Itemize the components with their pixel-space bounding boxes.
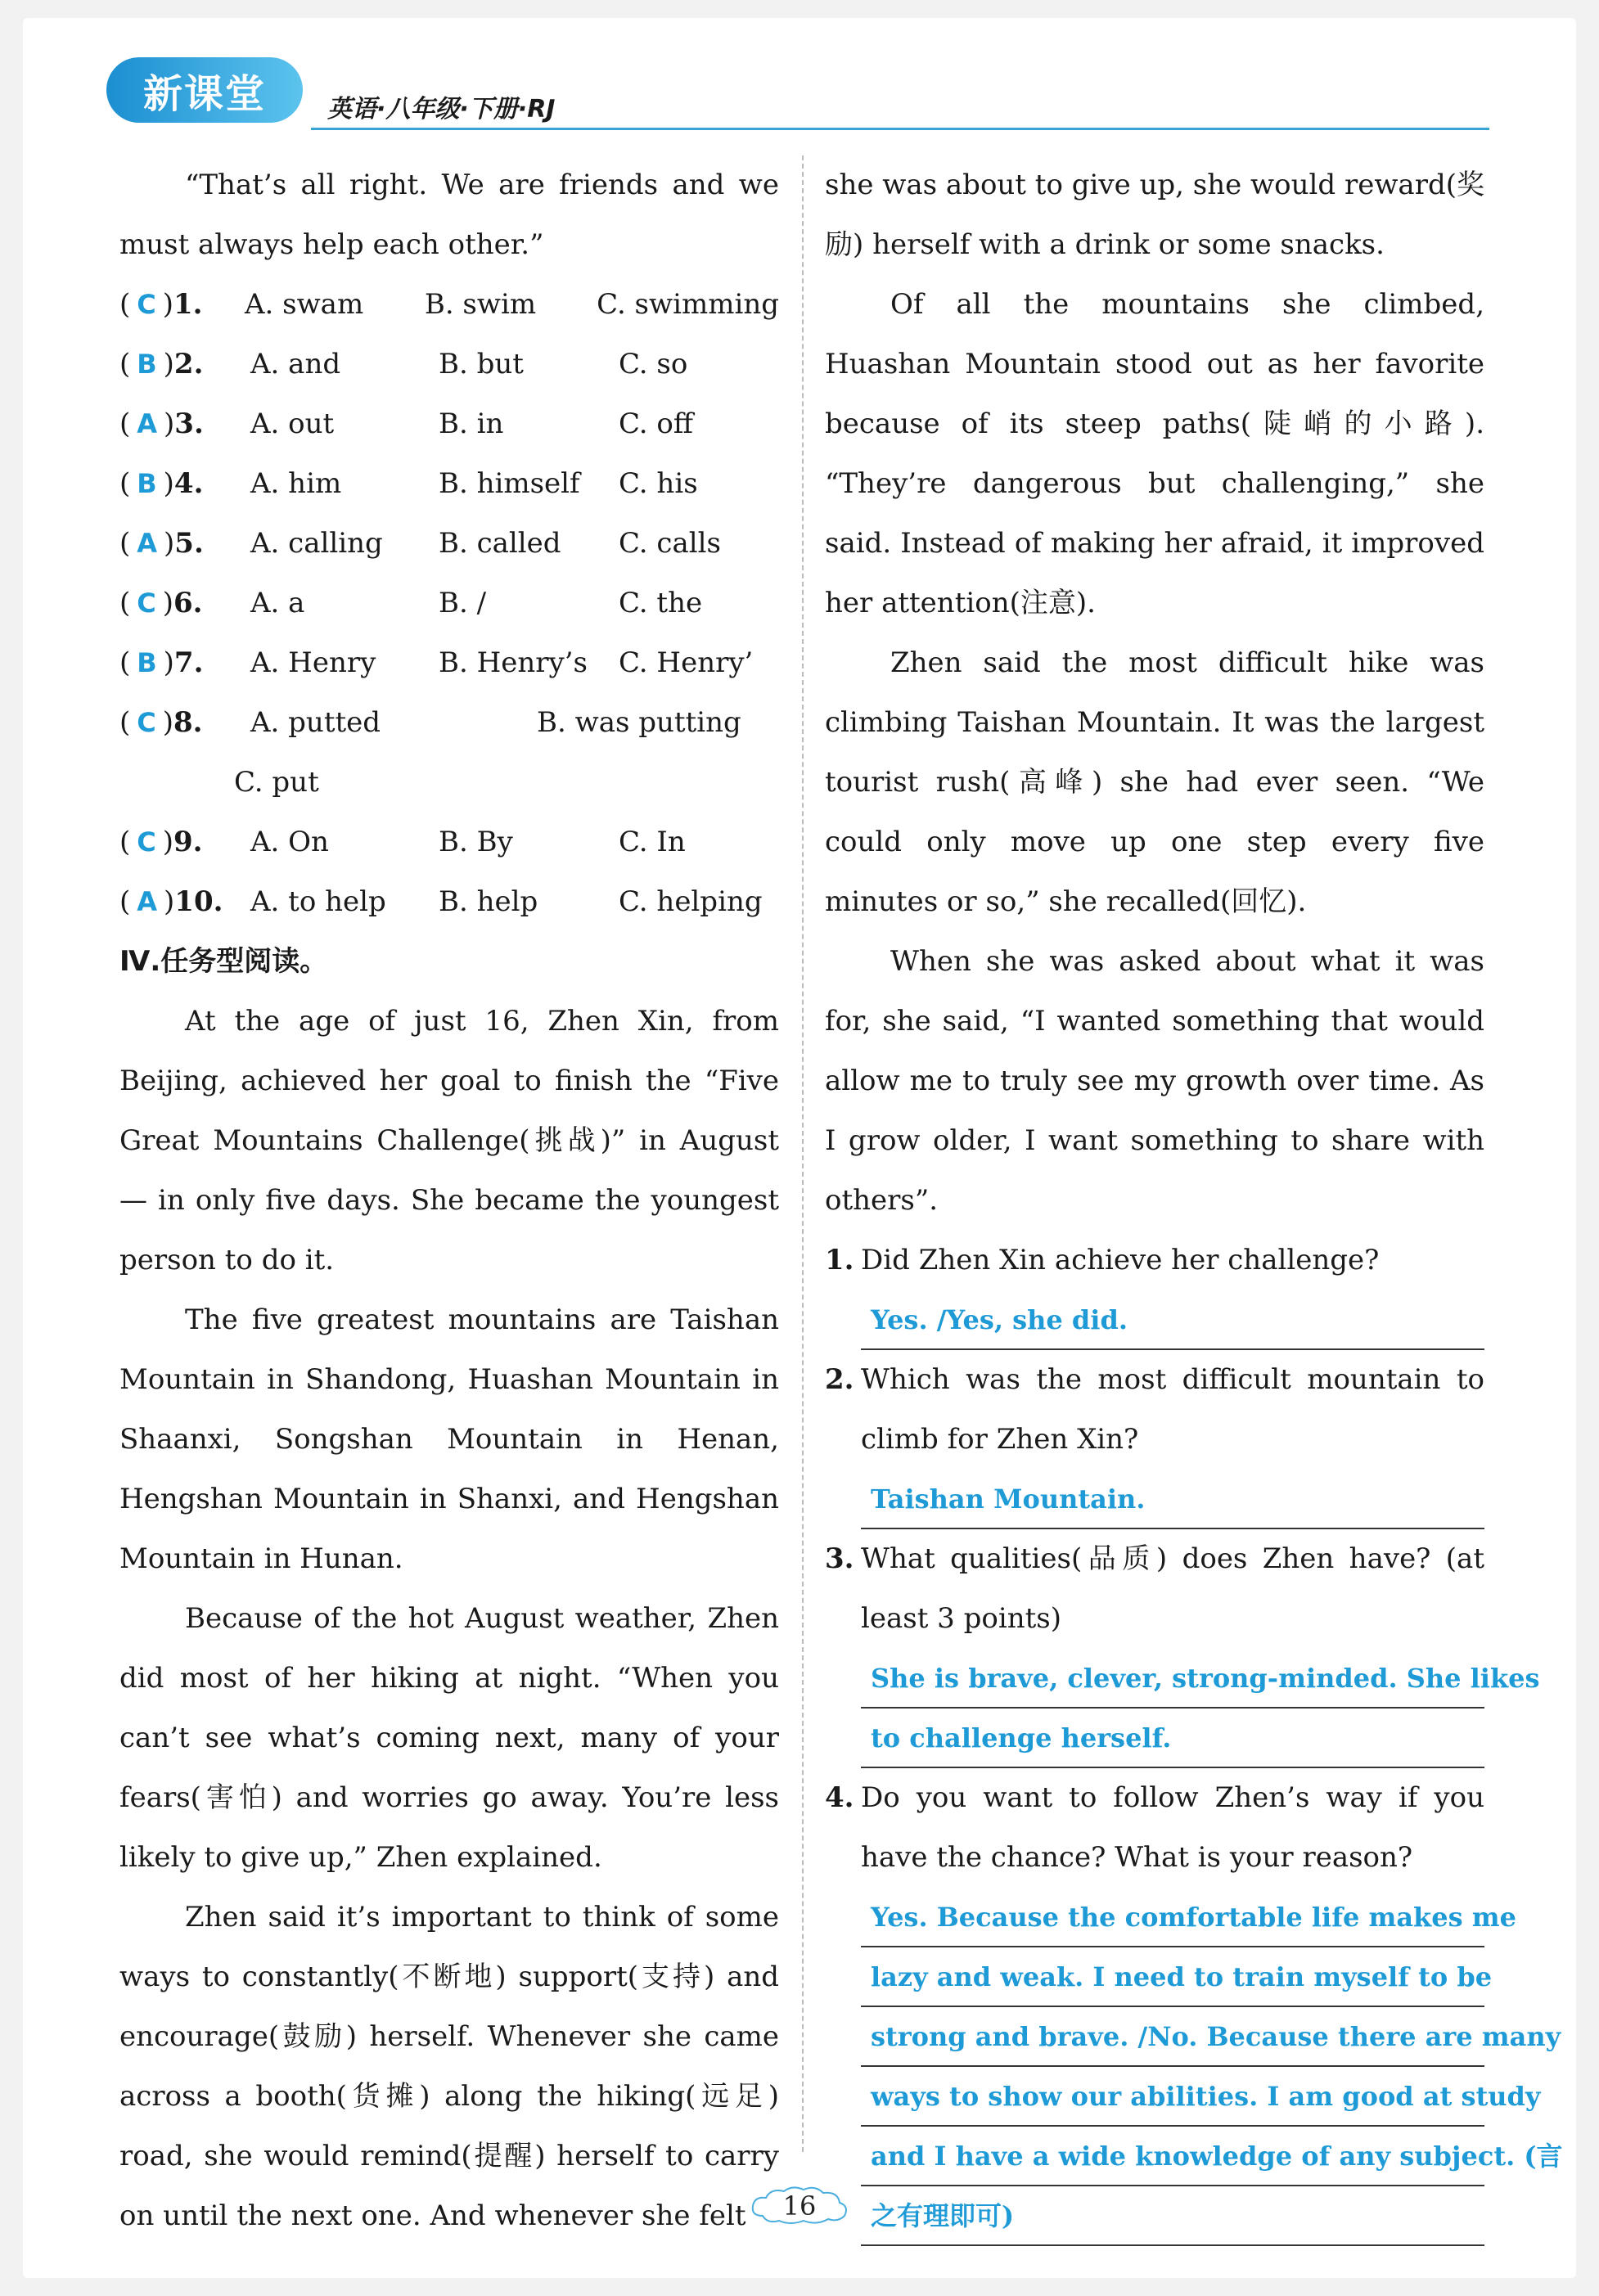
option-a: A. to help bbox=[250, 885, 386, 918]
option-c: C. calls bbox=[619, 527, 721, 560]
answer-line: Yes. /Yes, she did. bbox=[861, 1290, 1484, 1350]
passage-paragraph: Zhen said the most difficult hike was climbing Taishan Mountain. It was the largest tourist rush(高峰) she had ever seen. “We could only move up one step every five minutes or so,” she recalled(回忆). bbox=[825, 646, 1484, 918]
cloze-answer: B bbox=[137, 468, 157, 499]
cloze-row: ( A )3. A. out B. in C. off bbox=[119, 394, 779, 454]
answer-line: to challenge herself. bbox=[861, 1708, 1484, 1768]
answer-block bbox=[861, 1470, 1484, 1529]
section-title: Ⅳ.任务型阅读。 bbox=[119, 945, 328, 978]
question-number: 2. bbox=[825, 1363, 854, 1396]
cloze-options bbox=[119, 275, 779, 932]
header-rule bbox=[311, 128, 1489, 130]
cloze-row: ( C )6. A. a B. / C. the bbox=[119, 574, 779, 633]
option-a: A. calling bbox=[250, 527, 383, 560]
answer-line: ways to show our abilities. I am good at study bbox=[861, 2067, 1484, 2127]
cloze-row: ( B )2. A. and B. but C. so bbox=[119, 335, 779, 394]
answer-block bbox=[861, 1649, 1540, 1768]
question-text: Which was the most difficult mountain to climb for Zhen Xin? bbox=[861, 1363, 1484, 1456]
option-b: B. By bbox=[439, 826, 513, 858]
option-c: C. In bbox=[619, 826, 686, 858]
cloze-row: ( C )8. A. putted B. was putting bbox=[119, 693, 779, 753]
right-column bbox=[825, 155, 1563, 2246]
answer-line: strong and brave. /No. Because there are many bbox=[861, 2007, 1484, 2067]
passage-paragraph: Because of the hot August weather, Zhen did most of her hiking at night. “When you can’t see what’s coming next, many of your fears(害怕) and worries go away. You’re less likely to give up,” Zhen explained. bbox=[119, 1602, 779, 1874]
cloze-answer: A bbox=[137, 528, 158, 559]
option-a: A. Henry bbox=[250, 646, 376, 679]
option-b: B. / bbox=[439, 587, 487, 619]
option-b: B. called bbox=[439, 527, 561, 560]
page-number: 16 bbox=[746, 2183, 853, 2229]
cloze-row: ( C )9. A. On B. By C. In bbox=[119, 813, 779, 872]
cloze-row: ( A )5. A. calling B. called C. calls bbox=[119, 514, 779, 574]
option-c: C. put bbox=[234, 766, 319, 799]
option-c: C. swimming bbox=[597, 288, 779, 321]
question-1 bbox=[825, 1231, 1484, 1350]
question-text: What qualities(品质) does Zhen have? (at least 3 points) bbox=[861, 1542, 1484, 1635]
option-a: A. him bbox=[250, 467, 342, 500]
option-a: A. and bbox=[250, 348, 341, 380]
question-2 bbox=[825, 1350, 1484, 1529]
option-c: C. his bbox=[619, 467, 698, 500]
cloze-row: ( A )10. A. to help B. help C. helping bbox=[119, 872, 779, 932]
answer-line: lazy and weak. I need to train myself to be bbox=[861, 1947, 1484, 2007]
left-column bbox=[119, 155, 779, 2246]
option-c: C. off bbox=[619, 407, 694, 440]
cloze-row: ( B )4. A. him B. himself C. his bbox=[119, 454, 779, 514]
question-3 bbox=[825, 1529, 1540, 1768]
question-number: 3. bbox=[825, 1542, 854, 1575]
option-b: B. in bbox=[439, 407, 504, 440]
cloze-row: ( B )7. A. Henry B. Henry’s C. Henry’ bbox=[119, 633, 779, 693]
cloze-answer: C bbox=[137, 588, 156, 619]
option-a: A. out bbox=[250, 407, 335, 440]
question-number: 4. bbox=[825, 1781, 854, 1814]
column-divider bbox=[802, 155, 804, 2152]
logo-text: 新课堂 bbox=[142, 70, 266, 117]
option-b: B. Henry’s bbox=[439, 646, 588, 679]
option-c: C. Henry’ bbox=[619, 646, 754, 679]
cloze-row-continued bbox=[119, 753, 779, 813]
passage-paragraph: At the age of just 16, Zhen Xin, from Beijing, achieved her goal to finish the “Five Great Mountains Challenge(挑战)” in August — in only five days. She became the youngest person to do it. bbox=[119, 1005, 779, 1276]
answer-line: Taishan Mountain. bbox=[861, 1470, 1484, 1529]
answer-line: She is brave, clever, strong-minded. She likes bbox=[861, 1649, 1484, 1708]
passage-paragraph-continued: she was about to give up, she would reward(奖励) herself with a drink or some snacks. bbox=[825, 169, 1484, 261]
cloze-answer: C bbox=[137, 707, 156, 738]
answer-block bbox=[861, 1290, 1484, 1350]
passage-paragraph: When she was asked about what it was for, she said, “I wanted something that would allow me to truly see my growth over time. As I grow older, I want something to share with others”. bbox=[825, 945, 1484, 1217]
cloze-answer: A bbox=[137, 886, 158, 917]
passage-paragraph: Of all the mountains she climbed, Huashan Mountain stood out as her favorite because of its steep paths(陡峭的小路). “They’re dangerous but challenging,” she said. Instead of making her afraid, it improved her attention(注意). bbox=[825, 288, 1484, 619]
answer-block bbox=[861, 1888, 1563, 2246]
option-b: B. but bbox=[439, 348, 524, 380]
passage-quote-end: “That’s all right. We are friends and we must always help each other.” bbox=[119, 169, 779, 261]
passage-paragraph: The five greatest mountains are Taishan Mountain in Shandong, Huashan Mountain in Shaanxi, Songshan Mountain in Henan, Hengshan Mountain in Shanxi, and Hengshan Mountain in Hunan. bbox=[119, 1303, 779, 1575]
question-number: 1. bbox=[825, 1244, 854, 1276]
cloze-answer: C bbox=[137, 289, 156, 320]
answer-line: and I have a wide knowledge of any subject. (言 bbox=[861, 2127, 1484, 2186]
cloze-answer: B bbox=[137, 349, 157, 380]
question-4 bbox=[825, 1768, 1563, 2246]
book-title: 英语·八年级·下册·RJ bbox=[327, 95, 556, 124]
option-a: A. swam bbox=[244, 288, 364, 321]
option-a: A. putted bbox=[250, 706, 381, 739]
cloze-row: ( C )1. A. swam B. swim C. swimming bbox=[119, 275, 779, 335]
option-c: C. the bbox=[619, 587, 703, 619]
option-a: A. On bbox=[250, 826, 329, 858]
passage-paragraph: Zhen said it’s important to think of some ways to constantly(不断地) support(支持) and encourage(鼓励) herself. Whenever she came across a booth(货摊) along the hiking(远足) road, she would remind(提醒) herself to carry on until the next one. And whenever she felt bbox=[119, 1901, 779, 2232]
option-b: B. swim bbox=[424, 288, 537, 321]
question-text: Do you want to follow Zhen’s way if you have the chance? What is your reason? bbox=[861, 1781, 1484, 1874]
option-a: A. a bbox=[250, 587, 305, 619]
cloze-answer: B bbox=[137, 647, 157, 678]
answer-line: 之有理即可) bbox=[861, 2186, 1484, 2246]
option-b: B. himself bbox=[439, 467, 580, 500]
question-text: Did Zhen Xin achieve her challenge? bbox=[861, 1244, 1380, 1276]
option-c: C. so bbox=[619, 348, 688, 380]
option-b: B. help bbox=[439, 885, 538, 918]
cloze-answer: C bbox=[137, 826, 156, 858]
answer-line: Yes. Because the comfortable life makes me bbox=[861, 1888, 1484, 1947]
option-c: C. helping bbox=[619, 885, 763, 918]
brand-logo bbox=[106, 57, 303, 123]
page-header bbox=[106, 57, 1498, 131]
cloze-answer: A bbox=[137, 408, 158, 439]
option-b: B. was putting bbox=[537, 706, 741, 739]
